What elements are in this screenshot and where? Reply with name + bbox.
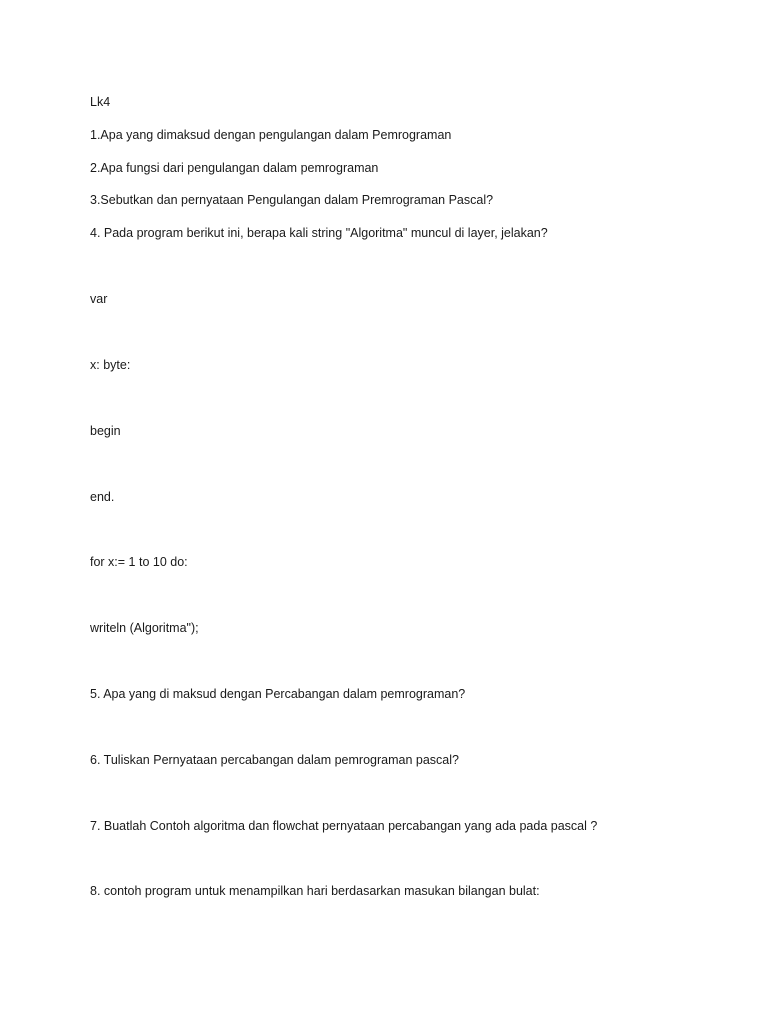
question-6: 6. Tuliskan Pernyataan percabangan dalam pemrograman pascal? <box>90 753 459 767</box>
code-line-var: var <box>90 292 108 306</box>
code-line-for: for x:= 1 to 10 do: <box>90 555 188 569</box>
code-line-decl: x: byte: <box>90 358 131 372</box>
code-line-end: end. <box>90 490 115 504</box>
code-line-begin: begin <box>90 424 121 438</box>
question-3: 3.Sebutkan dan pernyataan Pengulangan dalam Premrograman Pascal? <box>90 193 494 207</box>
code-line-writeln: writeln (Algoritma"); <box>90 621 199 635</box>
document-title: Lk4 <box>90 95 111 109</box>
question-7: 7. Buatlah Contoh algoritma dan flowchat pernyataan percabangan yang ada pada pascal ? <box>90 819 598 833</box>
question-5: 5. Apa yang di maksud dengan Percabangan dalam pemrograman? <box>90 687 466 701</box>
question-8: 8. contoh program untuk menampilkan hari berdasarkan masukan bilangan bulat: <box>90 884 540 898</box>
question-2: 2.Apa fungsi dari pengulangan dalam pemrograman <box>90 161 379 175</box>
question-4: 4. Pada program berikut ini, berapa kali string "Algoritma" muncul di layer, jelakan? <box>90 226 548 240</box>
question-1: 1.Apa yang dimaksud dengan pengulangan dalam Pemrograman <box>90 128 452 142</box>
